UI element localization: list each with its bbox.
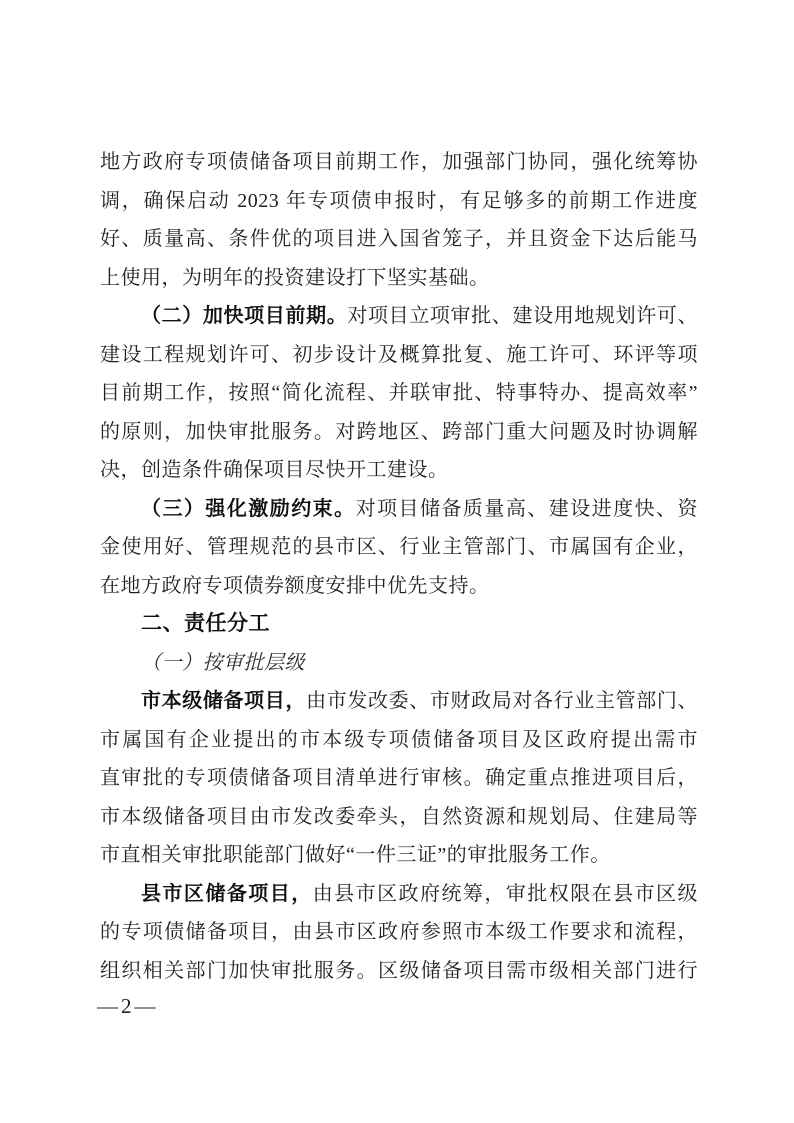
line-text: 市直相关审批职能部门做好“一件三证”的审批服务工作。 — [100, 844, 611, 866]
body-text-line — [100, 759, 698, 798]
document-text-block — [100, 143, 698, 990]
line-text: 在地方政府专项债券额度安排中优先支持。 — [100, 574, 490, 597]
line-text: 对项目储备质量高、建设进度快、资 — [355, 497, 698, 520]
paragraph-lead-bold: （三）强化激励约束。 — [141, 497, 356, 520]
line-text: 金使用好、管理规范的县市区、行业主管部门、市属国有企业， — [100, 536, 698, 558]
line-text: 组织相关部门加快审批服务。区级储备项目需市级相关部门进行 — [100, 959, 698, 982]
body-text-line — [100, 336, 698, 375]
body-text-line — [100, 913, 698, 952]
body-text-line — [100, 451, 698, 490]
line-text: 由县市区政府统筹，审批权限在县市区级 — [312, 882, 698, 905]
line-text: 决，创造条件确保项目尽快开工建设。 — [100, 459, 449, 481]
body-text-line — [100, 143, 698, 182]
body-text-line — [100, 952, 698, 991]
line-text: 上使用，为明年的投资建设打下坚实基础。 — [100, 266, 490, 289]
section-heading-text: 二、责任分工 — [141, 612, 270, 635]
body-text-line — [100, 682, 698, 721]
line-text: 好、质量高、条件优的项目进入国省笼子，并且资金下达后能马 — [100, 228, 698, 250]
section-heading — [100, 605, 698, 644]
body-text-line — [100, 528, 698, 567]
body-text-line — [100, 798, 698, 837]
body-text-line — [100, 220, 698, 259]
body-text-line — [100, 875, 698, 914]
body-text-line — [100, 567, 698, 606]
line-text: 的原则，加快审批服务。对跨地区、跨部门重大问题及时协调解 — [100, 420, 698, 443]
body-text-line — [100, 259, 698, 298]
line-text: 建设工程规划许可、初步设计及概算批复、施工许可、环评等项 — [100, 343, 698, 366]
line-text: 由市发改委、市财政局对各行业主管部门、 — [306, 690, 698, 712]
page-number: —2— — [97, 994, 159, 1018]
subsection-heading-text: （一）按审批层级 — [141, 651, 305, 674]
body-text-line — [100, 413, 698, 452]
line-text: 调，确保启动 2023 年专项债申报时，有足够多的前期工作进度 — [100, 189, 698, 212]
body-text-line — [100, 374, 698, 413]
body-text-line — [100, 836, 698, 875]
line-text: 市属国有企业提出的市本级专项债储备项目及区政府提出需市 — [100, 728, 698, 751]
line-text: 对项目立项审批、建设用地规划许可、 — [347, 305, 698, 327]
line-text: 目前期工作，按照“简化流程、并联审批、特事特办、提高效率” — [100, 382, 698, 404]
paragraph-lead-bold: 市本级储备项目， — [141, 690, 307, 712]
line-text: 地方政府专项债储备项目前期工作，加强部门协同，强化统筹协 — [100, 151, 698, 173]
line-text: 的专项债储备项目，由县市区政府参照市本级工作要求和流程， — [100, 921, 698, 943]
body-text-line — [100, 721, 698, 760]
body-text-line — [100, 490, 698, 529]
paragraph-lead-bold: （二）加快项目前期。 — [141, 305, 348, 327]
paragraph-lead-bold: 县市区储备项目， — [141, 882, 313, 905]
line-text: 直审批的专项债储备项目清单进行审核。确定重点推进项目后， — [100, 767, 698, 789]
subsection-heading — [100, 644, 698, 683]
line-text: 市本级储备项目由市发改委牵头，自然资源和规划局、住建局等 — [100, 805, 698, 828]
body-text-line — [100, 297, 698, 336]
body-text-line — [100, 182, 698, 221]
